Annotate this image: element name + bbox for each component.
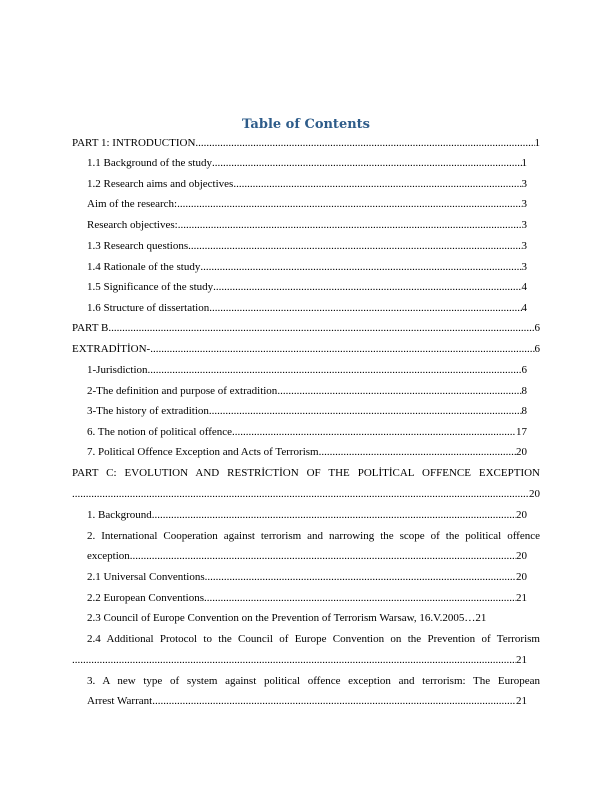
toc-entry-label: EXTRADİTİON-	[72, 343, 151, 355]
toc-entry-c2-4[interactable]	[72, 654, 527, 667]
toc-leader-dots	[200, 261, 521, 274]
toc-page-number: 21	[475, 612, 487, 624]
toc-leader-dots	[178, 219, 522, 232]
toc-entry-label: exception	[87, 550, 130, 562]
toc-entry-label: 7. Political Offence Exception and Acts of Terrorism	[87, 446, 319, 458]
toc-leader-dots	[233, 178, 521, 191]
toc-entry-1-4[interactable]	[87, 261, 527, 274]
toc-page-number: 21	[516, 654, 527, 666]
toc-entry-c-background[interactable]	[87, 509, 527, 522]
toc-entry-c2-3[interactable]	[87, 612, 527, 625]
toc-page-number: 3	[521, 198, 527, 210]
toc-entry-1-5[interactable]	[87, 281, 527, 294]
toc-leader-dots	[152, 695, 516, 708]
toc-page-number: 6	[534, 322, 540, 334]
toc-page-number: 4	[521, 281, 527, 293]
toc-page-number: 20	[529, 488, 540, 500]
toc-entry-label: 2.1 Universal Conventions	[87, 571, 205, 583]
toc-page-number: 8	[521, 385, 527, 397]
toc-entry-c3[interactable]	[87, 695, 527, 708]
toc-leader-dots	[195, 137, 534, 150]
toc-entry-label: Arrest Warrant	[87, 695, 153, 707]
toc-page-number: 1	[521, 157, 527, 169]
toc-leader-dots	[150, 343, 534, 356]
toc-page-number: 8	[521, 405, 527, 417]
toc-page-number: 3	[521, 261, 527, 273]
toc-leader-dots	[209, 302, 521, 315]
toc-entry-c2[interactable]	[87, 550, 527, 563]
toc-entry-label: 1.2 Research aims and objectives	[87, 178, 234, 190]
toc-entry-history[interactable]	[87, 405, 527, 418]
toc-entry-c3-line1[interactable]: 3. A new type of system against political offence exception and terrorism: The European	[87, 675, 540, 687]
toc-entry-label: 1.5 Significance of the study	[87, 281, 214, 293]
toc-leader-dots	[108, 322, 534, 335]
toc-entry-objectives[interactable]	[87, 219, 527, 232]
toc-leader-dots	[177, 198, 521, 211]
toc-entry-label: 2-The definition and purpose of extradition	[87, 385, 278, 397]
toc-title: Table of Contents	[242, 117, 370, 132]
toc-entry-definition[interactable]	[87, 385, 527, 398]
toc-page-number: 21	[516, 592, 527, 604]
toc-leader-dots	[319, 446, 516, 459]
toc-leader-dots	[204, 592, 516, 605]
toc-page-number: 20	[516, 509, 527, 521]
toc-leader-dots	[152, 509, 516, 522]
toc-entry-terrorism[interactable]	[87, 446, 527, 459]
toc-page-number: 20	[516, 550, 527, 562]
toc-leader-dots	[277, 385, 521, 398]
toc-entry-label: 3-The history of extradition	[87, 405, 209, 417]
toc-entry-label: Aim of the research:	[87, 198, 178, 210]
toc-leader-dots	[212, 157, 522, 170]
toc-entry-1-1[interactable]	[87, 157, 527, 170]
toc-page-number: 4	[521, 302, 527, 314]
toc-entry-label: Research objectives:	[87, 219, 178, 231]
toc-leader-dots	[188, 240, 521, 253]
toc-entry-part-1[interactable]	[72, 137, 540, 150]
toc-entry-label: 1.4 Rationale of the study	[87, 261, 201, 273]
toc-leader-dots	[209, 405, 522, 418]
toc-entry-label: PART B	[72, 322, 109, 334]
toc-entry-label: PART 1: INTRODUCTION	[72, 137, 196, 149]
toc-entry-c2-4-line1[interactable]: 2.4 Additional Protocol to the Council of Europe Convention on the Prevention of Terrorism	[87, 633, 540, 645]
toc-leader-dots	[232, 426, 516, 439]
toc-entry-label: 1-Jurisdiction	[87, 364, 148, 376]
toc-entry-label: 1.6 Structure of dissertation	[87, 302, 210, 314]
toc-entry-label: 1. Background	[87, 509, 152, 521]
toc-entry-1-6[interactable]	[87, 302, 527, 315]
toc-entry-c2-2[interactable]	[87, 592, 527, 605]
toc-page-number: 1	[534, 137, 540, 149]
toc-leader-dots	[148, 364, 522, 377]
toc-page-number: 20	[516, 571, 527, 583]
toc-leader-dots	[213, 281, 521, 294]
toc-entry-jurisdiction[interactable]	[87, 364, 527, 377]
toc-leader-dots	[72, 654, 516, 667]
toc-entry-label: 6. The notion of political offence	[87, 426, 232, 438]
toc-entry-1-2[interactable]	[87, 178, 527, 191]
toc-entry-part-c-line1[interactable]: PART C: EVOLUTION AND RESTRİCTİON OF THE POLİTİCAL OFFENCE EXCEPTION	[72, 467, 540, 479]
toc-entry-label: 2.2 European Conventions	[87, 592, 205, 604]
toc-page-number: 17	[516, 426, 527, 438]
toc-entry-aim[interactable]	[87, 198, 527, 211]
toc-entry-label: 2.3 Council of Europe Convention on the Prevention of Terrorism Warsaw, 16.V.2005…	[87, 612, 476, 624]
toc-entry-1-3[interactable]	[87, 240, 527, 253]
toc-entry-extradition[interactable]	[72, 343, 540, 356]
toc-page-number: 20	[516, 446, 527, 458]
toc-page-number: 21	[516, 695, 527, 707]
toc-entry-c2-line1[interactable]: 2. International Cooperation against terrorism and narrowing the scope of the political offence	[87, 530, 540, 542]
toc-page-number: 3	[521, 219, 527, 231]
toc-entry-label: 1.1 Background of the study	[87, 157, 212, 169]
toc-entry-political-offence[interactable]	[87, 426, 527, 439]
toc-leader-dots	[130, 550, 516, 563]
toc-leader-dots	[205, 571, 516, 584]
toc-entry-c2-1[interactable]	[87, 571, 527, 584]
toc-entry-part-b[interactable]	[72, 322, 540, 335]
toc-entry-part-c[interactable]	[72, 488, 540, 501]
toc-page-number: 3	[521, 178, 527, 190]
toc-page-number: 3	[521, 240, 527, 252]
toc-page-number: 6	[534, 343, 540, 355]
toc-entry-label: 1.3 Research questions	[87, 240, 189, 252]
toc-page-number: 6	[521, 364, 527, 376]
toc-leader-dots	[72, 488, 529, 501]
